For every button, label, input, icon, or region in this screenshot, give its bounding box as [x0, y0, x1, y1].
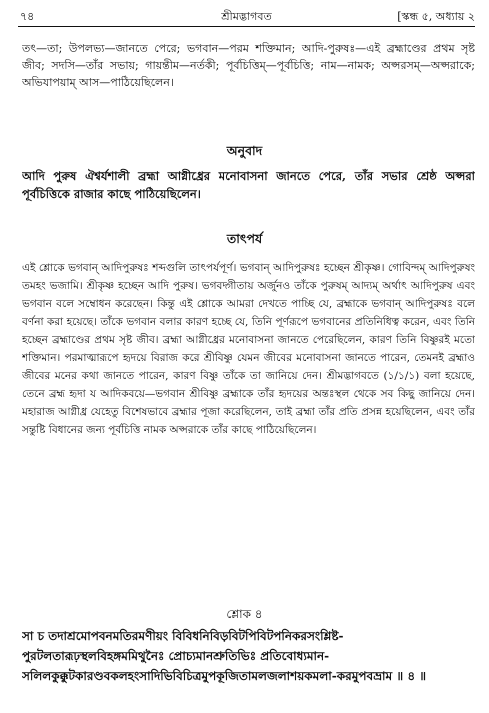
translation-heading: অনুবাদ [226, 143, 263, 158]
purport-heading: তাৎপর্য [226, 231, 263, 246]
verse-heading: শ্লোক ৪ [226, 607, 263, 621]
book-title: শ্রীমদ্ভাগবত [221, 10, 272, 23]
translation-paragraph: আদি পুরুষ ঐশ্বর্যশালী ব্রহ্মা আগ্নীধ্রের মনোবাসনা জানতে পেরে, তাঁর সভার শ্রেষ্ঠ অপ্সরা পূর্বচিত্তিকে রাজার কাছে পাঠিয়েছিলেন। [22, 169, 475, 201]
purport-paragraph: এই শ্লোকে ভগবান্ আদিপুরুষঃ শব্দগুলি তাৎপর্যপূর্ণ। ভগবান্ আদিপুরুষঃ হচ্ছেন শ্রীকৃষ্ণ। গোবিন্দম্ আদিপুরুষং তমহং ভজামি। শ্রীকৃষ্ণ হচ্ছেন আদি পুরুষ। ভগবদ্গীতায় অর্জুনও তাঁকে পুরুষম্ আদ্যম্ অর্থাৎ আদিপুরুষ এবং ভগবান বলে সম্বোধন করেছেন। কিন্তু এই শ্লোকে আমরা দেখতে পাচ্ছি যে, ব্রহ্মাকে ভগবান্ আদিপুরুষঃ বলে বর্ণনা করা হয়েছে। তাঁকে ভগবান বলার কারণ হচ্ছে যে, তিনি পূর্ণরূপে ভগবানের প্রতিনিধিত্ব করেন, এবং তিনি হচ্ছেন ব্রহ্মাণ্ডের প্রথম সৃষ্ট জীব। ব্রহ্মা আগ্নীধ্রের মনোবাসনা জানতে পেরেছিলেন, কারণ তিনি বিষ্ণুরই মতো শক্তিমান। পরমাত্মারূপে হৃদয়ে বিরাজ করে শ্রীবিষ্ণু যেমন জীবের মনোবাসনা জানতে পারেন, তেমনই ব্রহ্মাও জীবের মনের কথা জানতে পারেন, কারণ বিষ্ণু তাঁকে তা জানিয়ে দেন। শ্রীমদ্ভাগবতে (১/১/১) বলা হয়েছে, তেনে ব্রহ্ম হৃদা য আদিকবয়ে—ভগবান শ্রীবিষ্ণু ব্রহ্মাকে তাঁর হৃদয়ের অন্তঃস্থল থেকে সব কিছু জানিয়ে দেন। মহারাজ আগ্নীধ্র যেহেতু বিশেষভাবে ব্রহ্মার পূজা করেছিলেন, তাই ব্রহ্মা তাঁর প্রতি প্রসন্ন হয়েছিলেন, এবং তাঁর সন্তুষ্টি বিধানের জন্য পূর্বচিত্তি নামক অপ্সরাকে তাঁর কাছে পাঠিয়েছিলেন। [22, 262, 475, 436]
section-label: [স্কন্ধ ৫, অধ্যায় ২ [397, 10, 475, 23]
page-header [18, 6, 475, 28]
page-number: ৭৪ [20, 10, 35, 23]
header-rule [18, 26, 475, 27]
verse-text: সা চ তদাশ্রমোপবনমতিরমণীয়ং বিবিধনিবিড়বিটপিবিটপনিকরসংশ্লিষ্ট-পুরটলতারূঢ়স্থলবিহঙ্গমমিথুনৈঃ প্রোচ্যমানশ্রুতিভিঃ প্রতিবোধ্যমান-সলিলকুক্কুটকারণ্ডবকলহংসাদিভিবিচিত্রমুপকূজিতামলজলাশয়কমলা-করমুপবভ্রাম ॥ ৪ ॥ [22, 629, 427, 683]
synonyms-paragraph: তৎ—তা; উপলভ্য—জানতে পেরে; ভগবান—পরম শক্তিমান; আদি-পুরুষঃ—এই ব্রহ্মাণ্ডের প্রথম সৃষ্ট জীব; সদসি—তাঁর সভায়; গায়ন্তীম—নর্তকী; পূর্বচিত্তিম্—পূর্বচিত্তি; নাম—নামক; অপ্সরসম্—অপ্সরাকে; অভিযাপয়াম্ আস—পাঠিয়েছিলেন। [22, 42, 475, 89]
